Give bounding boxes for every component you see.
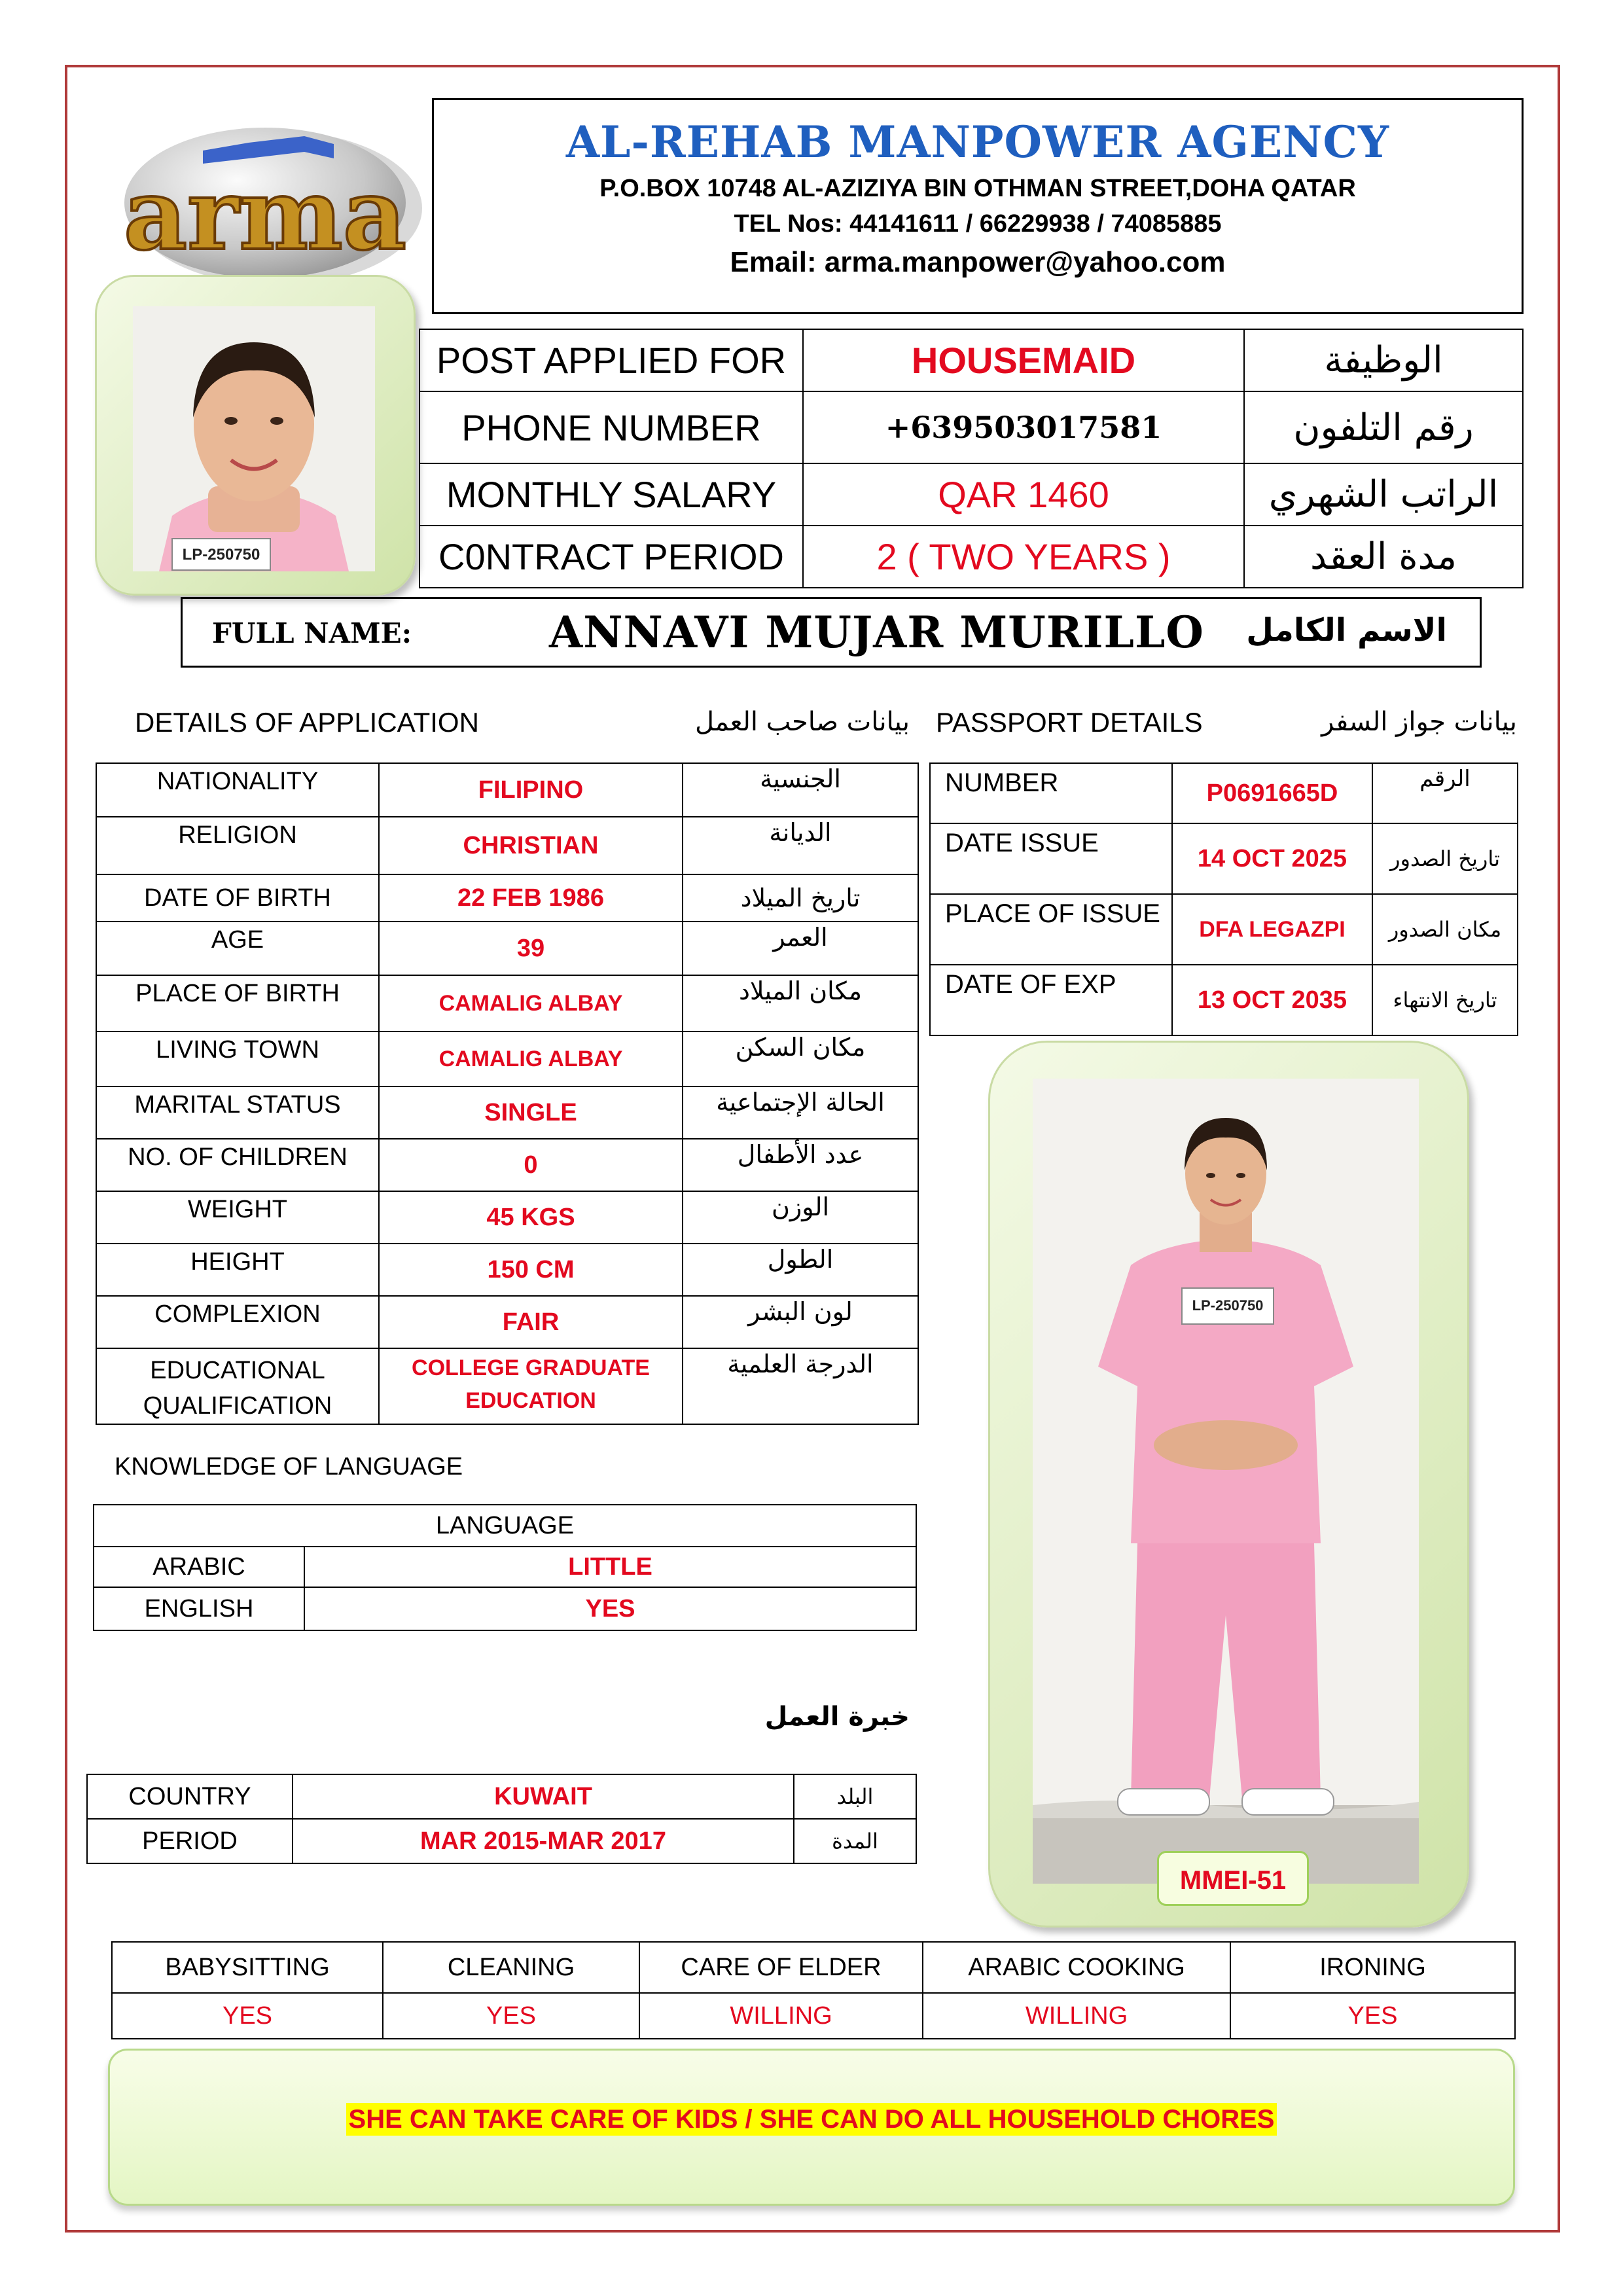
post-label: POST APPLIED FOR xyxy=(419,329,803,391)
skill-header: ARABIC COOKING xyxy=(923,1942,1230,1993)
language-heading: KNOWLEDGE OF LANGUAGE xyxy=(115,1453,463,1480)
details-arabic: الديانة xyxy=(683,817,918,874)
details-arabic: العمر xyxy=(683,922,918,975)
salary-arabic: الراتب الشهري xyxy=(1244,463,1523,526)
details-label: NATIONALITY xyxy=(96,763,379,817)
experience-row xyxy=(87,1819,916,1863)
language-value: LITTLE xyxy=(304,1547,916,1587)
contract-arabic: مدة العقد xyxy=(1244,526,1523,588)
details-row xyxy=(96,975,918,1031)
passport-value: 13 OCT 2035 xyxy=(1172,965,1372,1035)
applicant-photo-small xyxy=(133,306,375,571)
agency-tel: TEL Nos: 44141611 / 66229938 / 74085885 xyxy=(734,210,1222,238)
experience-row xyxy=(87,1774,916,1819)
post-arabic: الوظيفة xyxy=(1244,329,1523,391)
post-table xyxy=(419,329,1524,588)
applicant-photo-small-frame xyxy=(95,275,416,596)
details-row xyxy=(96,1191,918,1244)
details-row xyxy=(96,1296,918,1348)
details-row xyxy=(96,817,918,874)
details-arabic: عدد الأطفال xyxy=(683,1139,918,1191)
skill-header: CLEANING xyxy=(383,1942,639,1993)
passport-arabic: تاريخ الانتهاء xyxy=(1372,965,1518,1035)
details-label: DATE OF BIRTH xyxy=(96,874,379,922)
details-arabic: لون البشر xyxy=(683,1296,918,1348)
full-name-value: ANNAVI MUJAR MURILLO xyxy=(549,607,1204,658)
details-value: FILIPINO xyxy=(379,763,683,817)
details-value: 45 KGS xyxy=(379,1191,683,1244)
details-row xyxy=(96,1086,918,1139)
passport-arabic: مكان الصدور xyxy=(1372,894,1518,965)
details-value: 0 xyxy=(379,1139,683,1191)
details-value: 39 xyxy=(379,922,683,975)
ref-code-badge: MMEI-51 xyxy=(1157,1851,1309,1906)
language-row xyxy=(94,1547,916,1587)
details-label: RELIGION xyxy=(96,817,379,874)
details-value: CHRISTIAN xyxy=(379,817,683,874)
photo-tag-full: LP-250750 xyxy=(1192,1297,1264,1314)
skill-value: YES xyxy=(383,1993,639,2039)
phone-value: +639503017581 xyxy=(803,391,1244,463)
phone-arabic: رقم التلفون xyxy=(1244,391,1523,463)
contract-value: 2 ( TWO YEARS ) xyxy=(803,526,1244,588)
language-label: ENGLISH xyxy=(94,1587,304,1630)
agency-address: P.O.BOX 10748 AL-AZIZIYA BIN OTHMAN STREET,DOHA QATAR xyxy=(599,175,1356,202)
passport-label: DATE ISSUE xyxy=(930,823,1172,894)
details-arabic: مكان الميلاد xyxy=(683,975,918,1031)
details-label: EDUCATIONAL QUALIFICATION xyxy=(96,1348,379,1424)
passport-row xyxy=(930,894,1518,965)
full-name-box xyxy=(181,597,1482,668)
full-name-label: FULL NAME: xyxy=(212,617,412,649)
passport-arabic: الرقم xyxy=(1372,763,1518,823)
skill-header: BABYSITTING xyxy=(112,1942,383,1993)
details-label: LIVING TOWN xyxy=(96,1031,379,1086)
passport-label: DATE OF EXP xyxy=(930,965,1172,1035)
details-row xyxy=(96,1031,918,1086)
language-header-row xyxy=(94,1505,916,1547)
details-label: WEIGHT xyxy=(96,1191,379,1244)
passport-label: PLACE OF ISSUE xyxy=(930,894,1172,965)
details-arabic: الوزن xyxy=(683,1191,918,1244)
passport-heading-arabic: بيانات جواز السفر xyxy=(1321,707,1517,737)
remark-text: SHE CAN TAKE CARE OF KIDS / SHE CAN DO ALL HOUSEHOLD CHORES xyxy=(346,2103,1277,2136)
passport-value: P0691665D xyxy=(1172,763,1372,823)
skills-value-row xyxy=(112,1993,1515,2039)
applicant-photo-full-frame xyxy=(988,1041,1469,1928)
passport-arabic: تاريخ الصدور xyxy=(1372,823,1518,894)
agency-header xyxy=(432,98,1524,314)
agency-name: AL-REHAB MANPOWER AGENCY xyxy=(565,117,1390,168)
experience-value: MAR 2015-MAR 2017 xyxy=(293,1819,794,1863)
details-arabic: الحالة الإجتماعية xyxy=(683,1086,918,1139)
skills-header-row xyxy=(112,1942,1515,1993)
post-row xyxy=(419,329,1523,391)
agency-email: Email: arma.manpower@yahoo.com xyxy=(730,246,1226,278)
experience-value: KUWAIT xyxy=(293,1774,794,1819)
details-row xyxy=(96,922,918,975)
details-row xyxy=(96,1139,918,1191)
skills-table xyxy=(111,1941,1516,2039)
passport-value: 14 OCT 2025 xyxy=(1172,823,1372,894)
skill-value: WILLING xyxy=(923,1993,1230,2039)
applicant-photo-full xyxy=(1033,1079,1419,1884)
skill-value: WILLING xyxy=(639,1993,923,2039)
experience-heading-arabic: خبرة العمل xyxy=(764,1702,910,1732)
skill-value: YES xyxy=(112,1993,383,2039)
details-value: CAMALIG ALBAY xyxy=(379,975,683,1031)
logo-text: arma xyxy=(123,157,407,272)
details-value: CAMALIG ALBAY xyxy=(379,1031,683,1086)
salary-label: MONTHLY SALARY xyxy=(419,463,803,526)
passport-heading: PASSPORT DETAILS xyxy=(936,707,1203,738)
details-label: MARITAL STATUS xyxy=(96,1086,379,1139)
language-row xyxy=(94,1587,916,1630)
experience-table xyxy=(86,1774,917,1864)
details-label: COMPLEXION xyxy=(96,1296,379,1348)
details-value: SINGLE xyxy=(379,1086,683,1139)
details-value: 22 FEB 1986 xyxy=(379,874,683,922)
contract-row xyxy=(419,526,1523,588)
passport-table xyxy=(929,762,1518,1036)
passport-row xyxy=(930,965,1518,1035)
details-heading: DETAILS OF APPLICATION xyxy=(135,707,479,738)
language-label: ARABIC xyxy=(94,1547,304,1587)
experience-label: COUNTRY xyxy=(87,1774,293,1819)
language-value: YES xyxy=(304,1587,916,1630)
details-row xyxy=(96,874,918,922)
details-label: PLACE OF BIRTH xyxy=(96,975,379,1031)
remark-box xyxy=(108,2049,1515,2206)
salary-value: QAR 1460 xyxy=(803,463,1244,526)
agency-logo xyxy=(118,124,425,295)
experience-arabic: البلد xyxy=(794,1774,916,1819)
details-label: NO. OF CHILDREN xyxy=(96,1139,379,1191)
details-row xyxy=(96,1348,918,1424)
skill-header: IRONING xyxy=(1230,1942,1515,1993)
experience-label: PERIOD xyxy=(87,1819,293,1863)
full-name-arabic: الاسم الكامل xyxy=(1246,612,1447,649)
details-arabic: الجنسية xyxy=(683,763,918,817)
post-value: HOUSEMAID xyxy=(803,329,1244,391)
language-table xyxy=(93,1504,917,1631)
passport-row xyxy=(930,823,1518,894)
photo-tag: LP-250750 xyxy=(182,546,260,564)
details-arabic: مكان السكن xyxy=(683,1031,918,1086)
details-row xyxy=(96,1244,918,1296)
passport-label: NUMBER xyxy=(930,763,1172,823)
language-header: LANGUAGE xyxy=(94,1505,916,1547)
salary-row xyxy=(419,463,1523,526)
details-table xyxy=(96,762,919,1425)
details-arabic: تاريخ الميلاد xyxy=(683,874,918,922)
contract-label: C0NTRACT PERIOD xyxy=(419,526,803,588)
details-arabic: الطول xyxy=(683,1244,918,1296)
experience-arabic: المدة xyxy=(794,1819,916,1863)
skill-header: CARE OF ELDER xyxy=(639,1942,923,1993)
details-value: FAIR xyxy=(379,1296,683,1348)
details-value: 150 CM xyxy=(379,1244,683,1296)
details-label: AGE xyxy=(96,922,379,975)
details-value: COLLEGE GRADUATE EDUCATION xyxy=(379,1348,683,1424)
skill-value: YES xyxy=(1230,1993,1515,2039)
details-arabic: الدرجة العلمية xyxy=(683,1348,918,1424)
passport-row xyxy=(930,763,1518,823)
phone-row xyxy=(419,391,1523,463)
details-heading-arabic: بيانات صاحب العمل xyxy=(695,707,910,737)
passport-value: DFA LEGAZPI xyxy=(1172,894,1372,965)
details-row xyxy=(96,763,918,817)
details-label: HEIGHT xyxy=(96,1244,379,1296)
phone-label: PHONE NUMBER xyxy=(419,391,803,463)
